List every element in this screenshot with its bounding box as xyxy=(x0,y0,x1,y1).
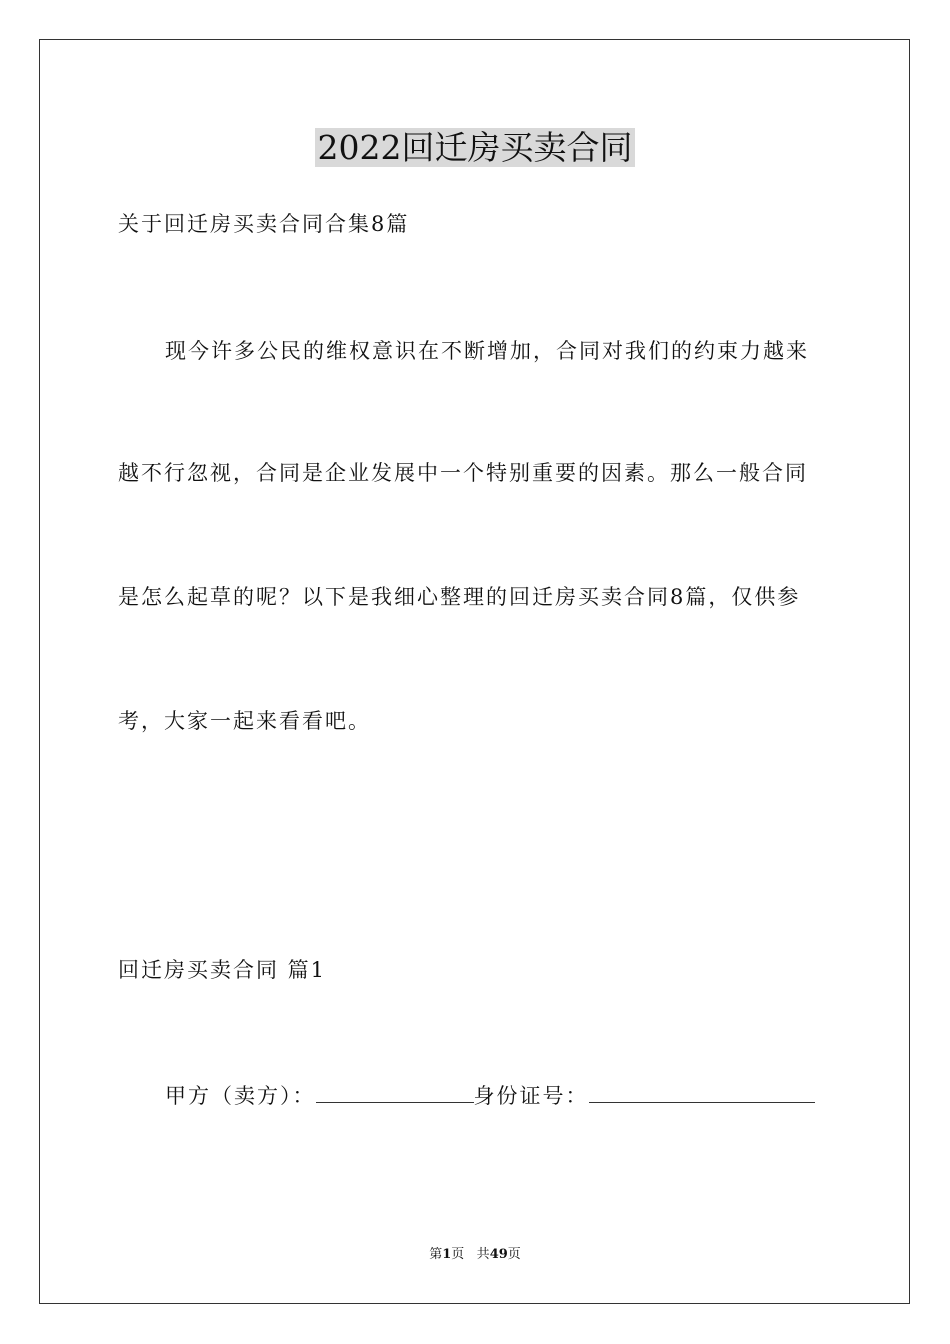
footer-total-pages: 49 xyxy=(489,1247,508,1262)
intro-line-3: 是怎么起草的呢？以下是我细心整理的回迁房买卖合同8篇，仅供参 xyxy=(118,585,801,609)
id-number-blank xyxy=(589,1082,815,1103)
party-a-blank xyxy=(316,1082,474,1103)
page-footer xyxy=(0,1246,950,1264)
party-a-label: 甲方（卖方）： xyxy=(165,1084,316,1108)
footer-page-prefix: 第 xyxy=(429,1247,443,1262)
footer-total-suffix: 页 xyxy=(507,1247,521,1262)
document-title-text: 2022回迁房买卖合同 xyxy=(315,128,636,167)
intro-line-4: 考，大家一起来看看吧。 xyxy=(118,709,371,733)
footer-page-number: 1 xyxy=(442,1247,452,1262)
footer-total-prefix: 共 xyxy=(476,1247,490,1262)
intro-line-2: 越不行忽视，合同是企业发展中一个特别重要的因素。那么一般合同 xyxy=(118,461,808,485)
document-subtitle: 关于回迁房买卖合同合集8篇 xyxy=(118,212,410,236)
intro-line-1: 现今许多公民的维权意识在不断增加，合同对我们的约束力越来 xyxy=(165,339,809,363)
section-heading: 回迁房买卖合同 篇1 xyxy=(118,958,327,982)
id-number-label: 身份证号： xyxy=(473,1084,589,1108)
footer-page-suffix: 页 xyxy=(451,1247,465,1262)
document-title xyxy=(0,126,950,170)
party-a-line xyxy=(165,1081,815,1111)
